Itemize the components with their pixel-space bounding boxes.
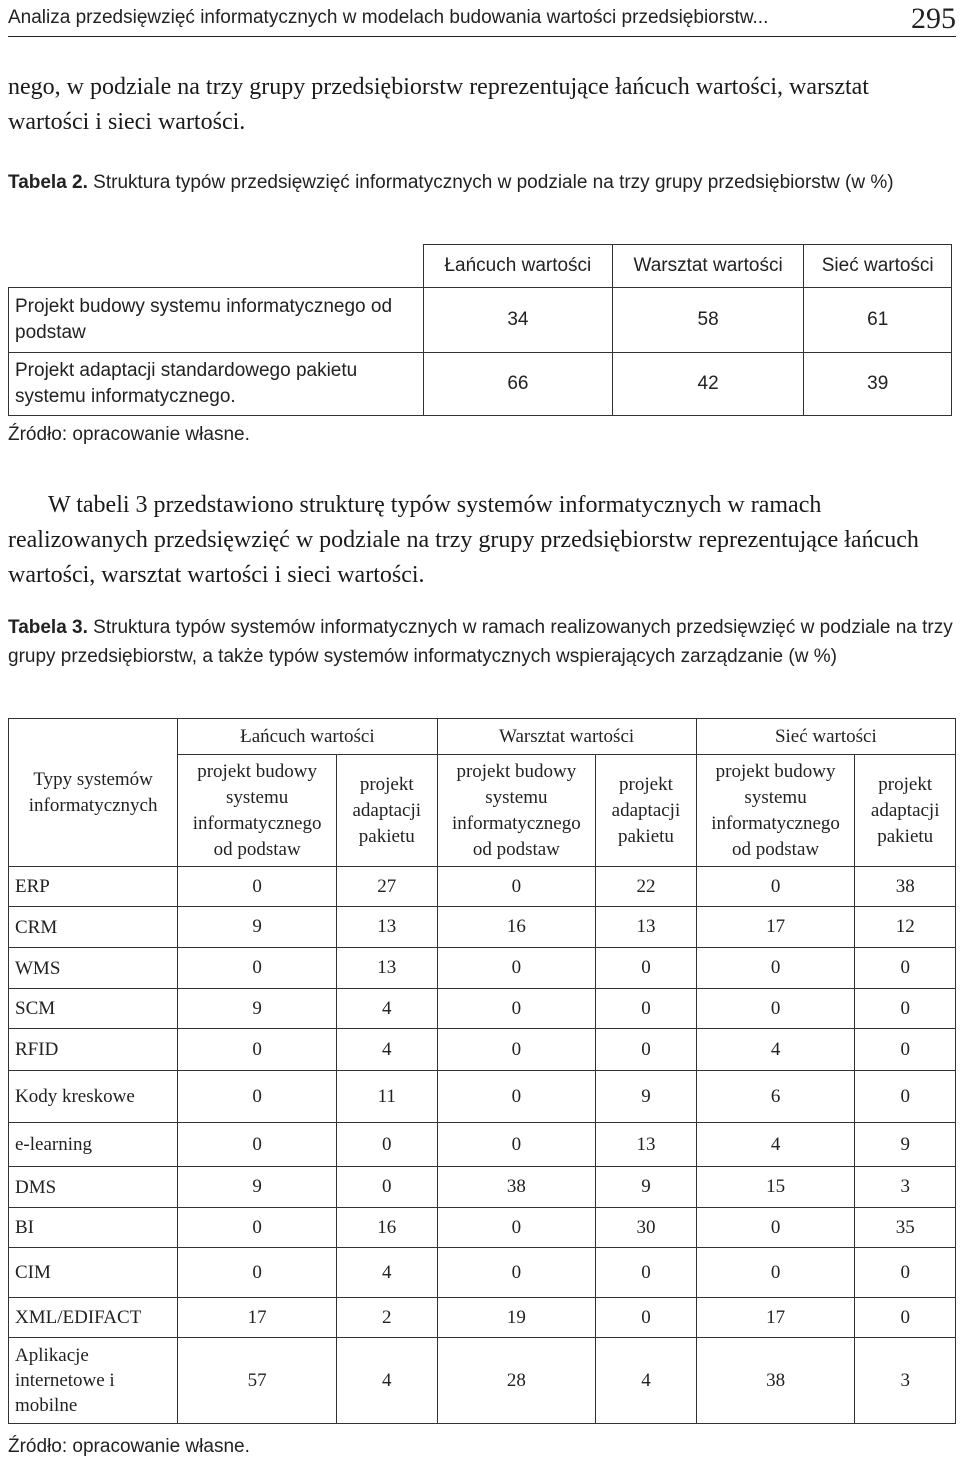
table2-row-label: Projekt budowy systemu informatycznego od podstaw	[9, 288, 424, 353]
paragraph-text: W tabeli 3 przedstawiono strukturę typów systemów informatycznych w ramach realizowanych przedsięwzięć w podziale na trzy grupy przedsiębiorstw reprezentujące łańcuch wartości, warsztat wartości i sieci wartości.	[8, 492, 919, 588]
table3-sub-header-build: projekt budowy systemu informatycznego od podstaw	[178, 755, 337, 867]
table2-caption-text: Struktura typów przedsięwzięć informatycznych w podziale na trzy grupy przedsiębiorstw (w %)	[87, 172, 894, 193]
table3-sub-header-build: projekt budowy systemu informatycznego od podstaw	[696, 755, 855, 867]
table3-row-label: CRM	[9, 907, 178, 948]
table2-col-header: Warsztat wartości	[612, 245, 804, 288]
table2	[8, 244, 952, 416]
table3-row-label: SCM	[9, 989, 178, 1029]
table3-cell: 0	[855, 948, 956, 989]
table3-group-header: Łańcuch wartości	[178, 719, 437, 755]
table3	[8, 718, 956, 1424]
table-row	[9, 989, 956, 1029]
table-row	[9, 1338, 956, 1424]
table3-row-label: WMS	[9, 948, 178, 989]
table3-cell: 0	[437, 1029, 596, 1071]
table2-caption-label: Tabela 2.	[8, 172, 88, 193]
table-row	[9, 288, 952, 353]
table3-cell: 4	[696, 1029, 855, 1071]
table3-cell: 9	[596, 1167, 697, 1208]
table3-cell: 0	[596, 989, 697, 1029]
table3-cell: 12	[855, 907, 956, 948]
table3-cell: 0	[596, 1298, 697, 1338]
table2-col-header: Łańcuch wartości	[424, 245, 613, 288]
table3-cell: 0	[596, 1248, 697, 1298]
table3-cell: 3	[855, 1338, 956, 1424]
table3-cell: 16	[437, 907, 596, 948]
table-row	[9, 1071, 956, 1123]
table3-row-label: ERP	[9, 867, 178, 907]
table3-cell: 4	[336, 1029, 437, 1071]
table2-corner	[9, 245, 424, 288]
table3-body	[9, 867, 956, 1424]
table3-row-label: e-learning	[9, 1123, 178, 1167]
table3-cell: 0	[855, 1248, 956, 1298]
table3-cell: 17	[178, 1298, 337, 1338]
table3-cell: 38	[437, 1167, 596, 1208]
table3-group-header: Warsztat wartości	[437, 719, 696, 755]
table3-caption	[8, 613, 956, 671]
table3-row-label: BI	[9, 1208, 178, 1248]
table3-cell: 27	[336, 867, 437, 907]
table3-cell: 0	[696, 989, 855, 1029]
table3-cell: 0	[596, 1029, 697, 1071]
page-number: 295	[911, 2, 956, 35]
table3-cell: 0	[696, 867, 855, 907]
table3-cell: 0	[696, 1208, 855, 1248]
table3-cell: 0	[178, 1248, 337, 1298]
table3-cell: 0	[437, 1248, 596, 1298]
table3-cell: 15	[696, 1167, 855, 1208]
table-row	[9, 1208, 956, 1248]
table3-group-header: Sieć wartości	[696, 719, 955, 755]
table-row	[9, 867, 956, 907]
table3-cell: 9	[855, 1123, 956, 1167]
table3-cell: 38	[855, 867, 956, 907]
table3-cell: 13	[596, 907, 697, 948]
table3-cell: 0	[855, 1029, 956, 1071]
table-row	[9, 353, 952, 416]
table3-cell: 9	[596, 1071, 697, 1123]
table3-row-label: XML/EDIFACT	[9, 1298, 178, 1338]
table3-cell: 9	[178, 989, 337, 1029]
table3-cell: 0	[696, 948, 855, 989]
table3-cell: 57	[178, 1338, 337, 1424]
table3-row-label: CIM	[9, 1248, 178, 1298]
table3-cell: 13	[336, 948, 437, 989]
table2-row-label: Projekt adaptacji standardowego pakietu systemu informatycznego.	[9, 353, 424, 416]
table3-cell: 0	[178, 948, 337, 989]
table3-cell: 28	[437, 1338, 596, 1424]
table3-row-label: Aplikacje internetowe i mobilne	[9, 1338, 178, 1424]
table3-cell: 0	[178, 1029, 337, 1071]
table3-caption-label: Tabela 3.	[8, 617, 88, 638]
table3-cell: 9	[178, 907, 337, 948]
table3-cell: 16	[336, 1208, 437, 1248]
table3-cell: 35	[855, 1208, 956, 1248]
table3-source: Źródło: opracowanie własne.	[8, 1436, 250, 1457]
running-header	[8, 4, 956, 37]
paragraph-continued: nego, w podziale na trzy grupy przedsiębiorstw reprezentujące łańcuch wartości, warsztat wartości i sieci wartości.	[8, 74, 869, 135]
table3-cell: 19	[437, 1298, 596, 1338]
table3-cell: 0	[696, 1248, 855, 1298]
table3-sub-header-adapt: projekt adaptacji pakietu	[336, 755, 437, 867]
table2-cell: 42	[612, 353, 804, 416]
table3-cell: 4	[336, 1248, 437, 1298]
table3-cell: 0	[336, 1123, 437, 1167]
table3-row-header: Typy systemów informatycznych	[9, 719, 178, 867]
table3-cell: 4	[596, 1338, 697, 1424]
table3-cell: 0	[178, 1208, 337, 1248]
table3-cell: 0	[437, 867, 596, 907]
table3-cell: 22	[596, 867, 697, 907]
table3-cell: 0	[437, 989, 596, 1029]
table3-cell: 4	[336, 1338, 437, 1424]
table3-cell: 0	[178, 1123, 337, 1167]
table2-cell: 61	[804, 288, 952, 353]
table3-cell: 30	[596, 1208, 697, 1248]
table2-source: Źródło: opracowanie własne.	[8, 424, 250, 445]
table2-col-header: Sieć wartości	[804, 245, 952, 288]
table2-caption	[8, 168, 956, 198]
table-row	[9, 1248, 956, 1298]
table3-row-label: DMS	[9, 1167, 178, 1208]
table-row	[9, 1298, 956, 1338]
table3-cell: 38	[696, 1338, 855, 1424]
table2-cell: 66	[424, 353, 613, 416]
table3-cell: 6	[696, 1071, 855, 1123]
paragraph-main	[8, 488, 956, 593]
table-row	[9, 1167, 956, 1208]
table3-cell: 0	[855, 1298, 956, 1338]
table3-cell: 0	[336, 1167, 437, 1208]
table-row	[9, 1123, 956, 1167]
table3-cell: 0	[855, 989, 956, 1029]
table3-cell: 4	[336, 989, 437, 1029]
table3-cell: 0	[437, 1071, 596, 1123]
table-row	[9, 1029, 956, 1071]
table-row	[9, 907, 956, 948]
table3-cell: 17	[696, 907, 855, 948]
table3-cell: 0	[855, 1071, 956, 1123]
table3-caption-text: Struktura typów systemów informatycznych w ramach realizowanych przedsięwzięć w podziale na trzy grupy przedsiębiorstw, a także typów systemów informatycznych wspierających zarządzanie (w %)	[8, 617, 953, 667]
table3-cell: 0	[437, 1123, 596, 1167]
running-header-title: Analiza przedsięwzięć informatycznych w modelach budowania wartości przedsiębiorstw...	[8, 7, 769, 28]
table3-sub-header-adapt: projekt adaptacji pakietu	[855, 755, 956, 867]
table3-cell: 3	[855, 1167, 956, 1208]
table3-cell: 0	[596, 948, 697, 989]
table3-cell: 11	[336, 1071, 437, 1123]
table-row	[9, 948, 956, 989]
table2-cell: 58	[612, 288, 804, 353]
table3-cell: 17	[696, 1298, 855, 1338]
table3-sub-header-build: projekt budowy systemu informatycznego od podstaw	[437, 755, 596, 867]
table3-cell: 0	[437, 948, 596, 989]
table3-cell: 0	[437, 1208, 596, 1248]
table3-cell: 4	[696, 1123, 855, 1167]
table3-cell: 13	[336, 907, 437, 948]
table3-cell: 9	[178, 1167, 337, 1208]
table3-cell: 13	[596, 1123, 697, 1167]
table2-cell: 34	[424, 288, 613, 353]
table3-cell: 0	[178, 1071, 337, 1123]
table3-cell: 2	[336, 1298, 437, 1338]
table3-cell: 0	[178, 867, 337, 907]
table3-row-label: Kody kreskowe	[9, 1071, 178, 1123]
table2-cell: 39	[804, 353, 952, 416]
table3-row-label: RFID	[9, 1029, 178, 1071]
table3-sub-header-adapt: projekt adaptacji pakietu	[596, 755, 697, 867]
